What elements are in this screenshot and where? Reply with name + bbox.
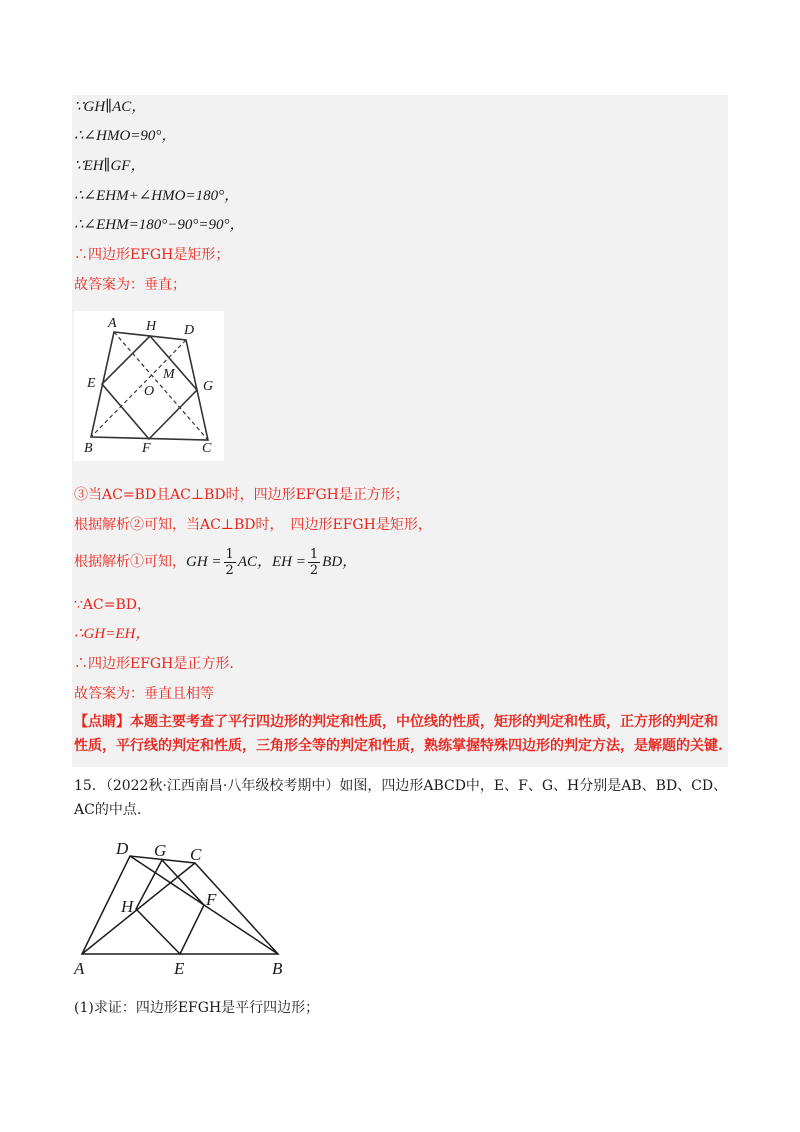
quadrilateral-figure-2 <box>70 836 300 981</box>
fig2-label-h: H <box>121 897 134 916</box>
question-15: 15．（2022秋·江西南昌·八年级校考期中）如图，四边形ABCD中，E、F、G、H分别是AB、BD、CD、AC的中点. <box>74 778 728 818</box>
answer-perpendicular: 故答案为：垂直； <box>74 277 186 293</box>
question-15-part-1: (1)求证：四边形EFGH是平行四边形； <box>74 1000 320 1016</box>
fig2-label-g: G <box>154 841 167 860</box>
case-3-square-conclusion: ∴四边形EFGH是正方形. <box>74 656 234 672</box>
fig2-label-e: E <box>174 959 185 978</box>
fig1-label-o: O <box>144 384 155 399</box>
case-3-midline: 根据解析①可知，GH = $\frac{1}{2}$ AC，EH = $\frac{1}{2}$ BD， <box>74 546 358 578</box>
fig2-label-b: B <box>272 959 283 978</box>
summary-note <box>74 710 730 758</box>
step-rectangle-conclusion: ∴四边形EFGH是矩形； <box>74 247 230 263</box>
fig1-label-d: D <box>184 323 195 338</box>
fig1-label-c: C <box>202 441 212 456</box>
fig1-label-e: E <box>87 376 96 391</box>
case-3-gh-equals-eh: ∴GH=EH， <box>74 626 151 642</box>
step-angle-sum: ∴∠EHM+∠HMO=180°， <box>74 188 240 204</box>
quadrilateral-figure-1 <box>74 311 224 461</box>
note-text: 本题主要考查了平行四边形的判定和性质，中位线的性质，矩形的判定和性质，正方形的判定和性质，平行线的判定和性质，三角形全等的判定和性质，熟练掌握特殊四边形的判定方法，是解题的关键. <box>74 714 723 754</box>
fig1-label-h: H <box>146 319 157 334</box>
fig2-label-d: D <box>116 839 129 858</box>
answer-perpendicular-equal: 故答案为：垂直且相等 <box>74 686 214 702</box>
fraction-half: $\frac{1}{2}$ <box>309 546 319 578</box>
note-tag: 【点睛】 <box>74 714 130 730</box>
fig1-label-a: A <box>108 316 117 331</box>
step-eh-parallel-gf: ∵EH∥GF， <box>74 158 146 174</box>
fig2-label-a: A <box>74 959 85 978</box>
step-angle-ehm: ∴∠EHM=180°−90°=90°， <box>74 217 245 233</box>
case-3-statement: ③当AC=BD且AC⊥BD时，四边形EFGH是正方形； <box>74 487 409 503</box>
fig1-label-f: F <box>142 441 151 456</box>
case-3-rectangle: 根据解析②可知，当AC⊥BD时， 四边形EFGH是矩形， <box>74 517 432 533</box>
fraction-half: $\frac{1}{2}$ <box>225 546 234 578</box>
fig2-label-f: F <box>206 890 217 909</box>
fig1-label-g: G <box>203 379 214 394</box>
step-angle-hmo: ∴∠HMO=90°， <box>74 128 177 144</box>
step-gh-parallel-ac: ∵GH∥AC， <box>74 99 147 115</box>
case-3-ac-equals-bd: ∵AC=BD， <box>74 597 151 613</box>
fig2-label-c: C <box>190 845 202 864</box>
fig1-label-b: B <box>84 441 93 456</box>
fig1-label-m: M <box>163 367 175 382</box>
